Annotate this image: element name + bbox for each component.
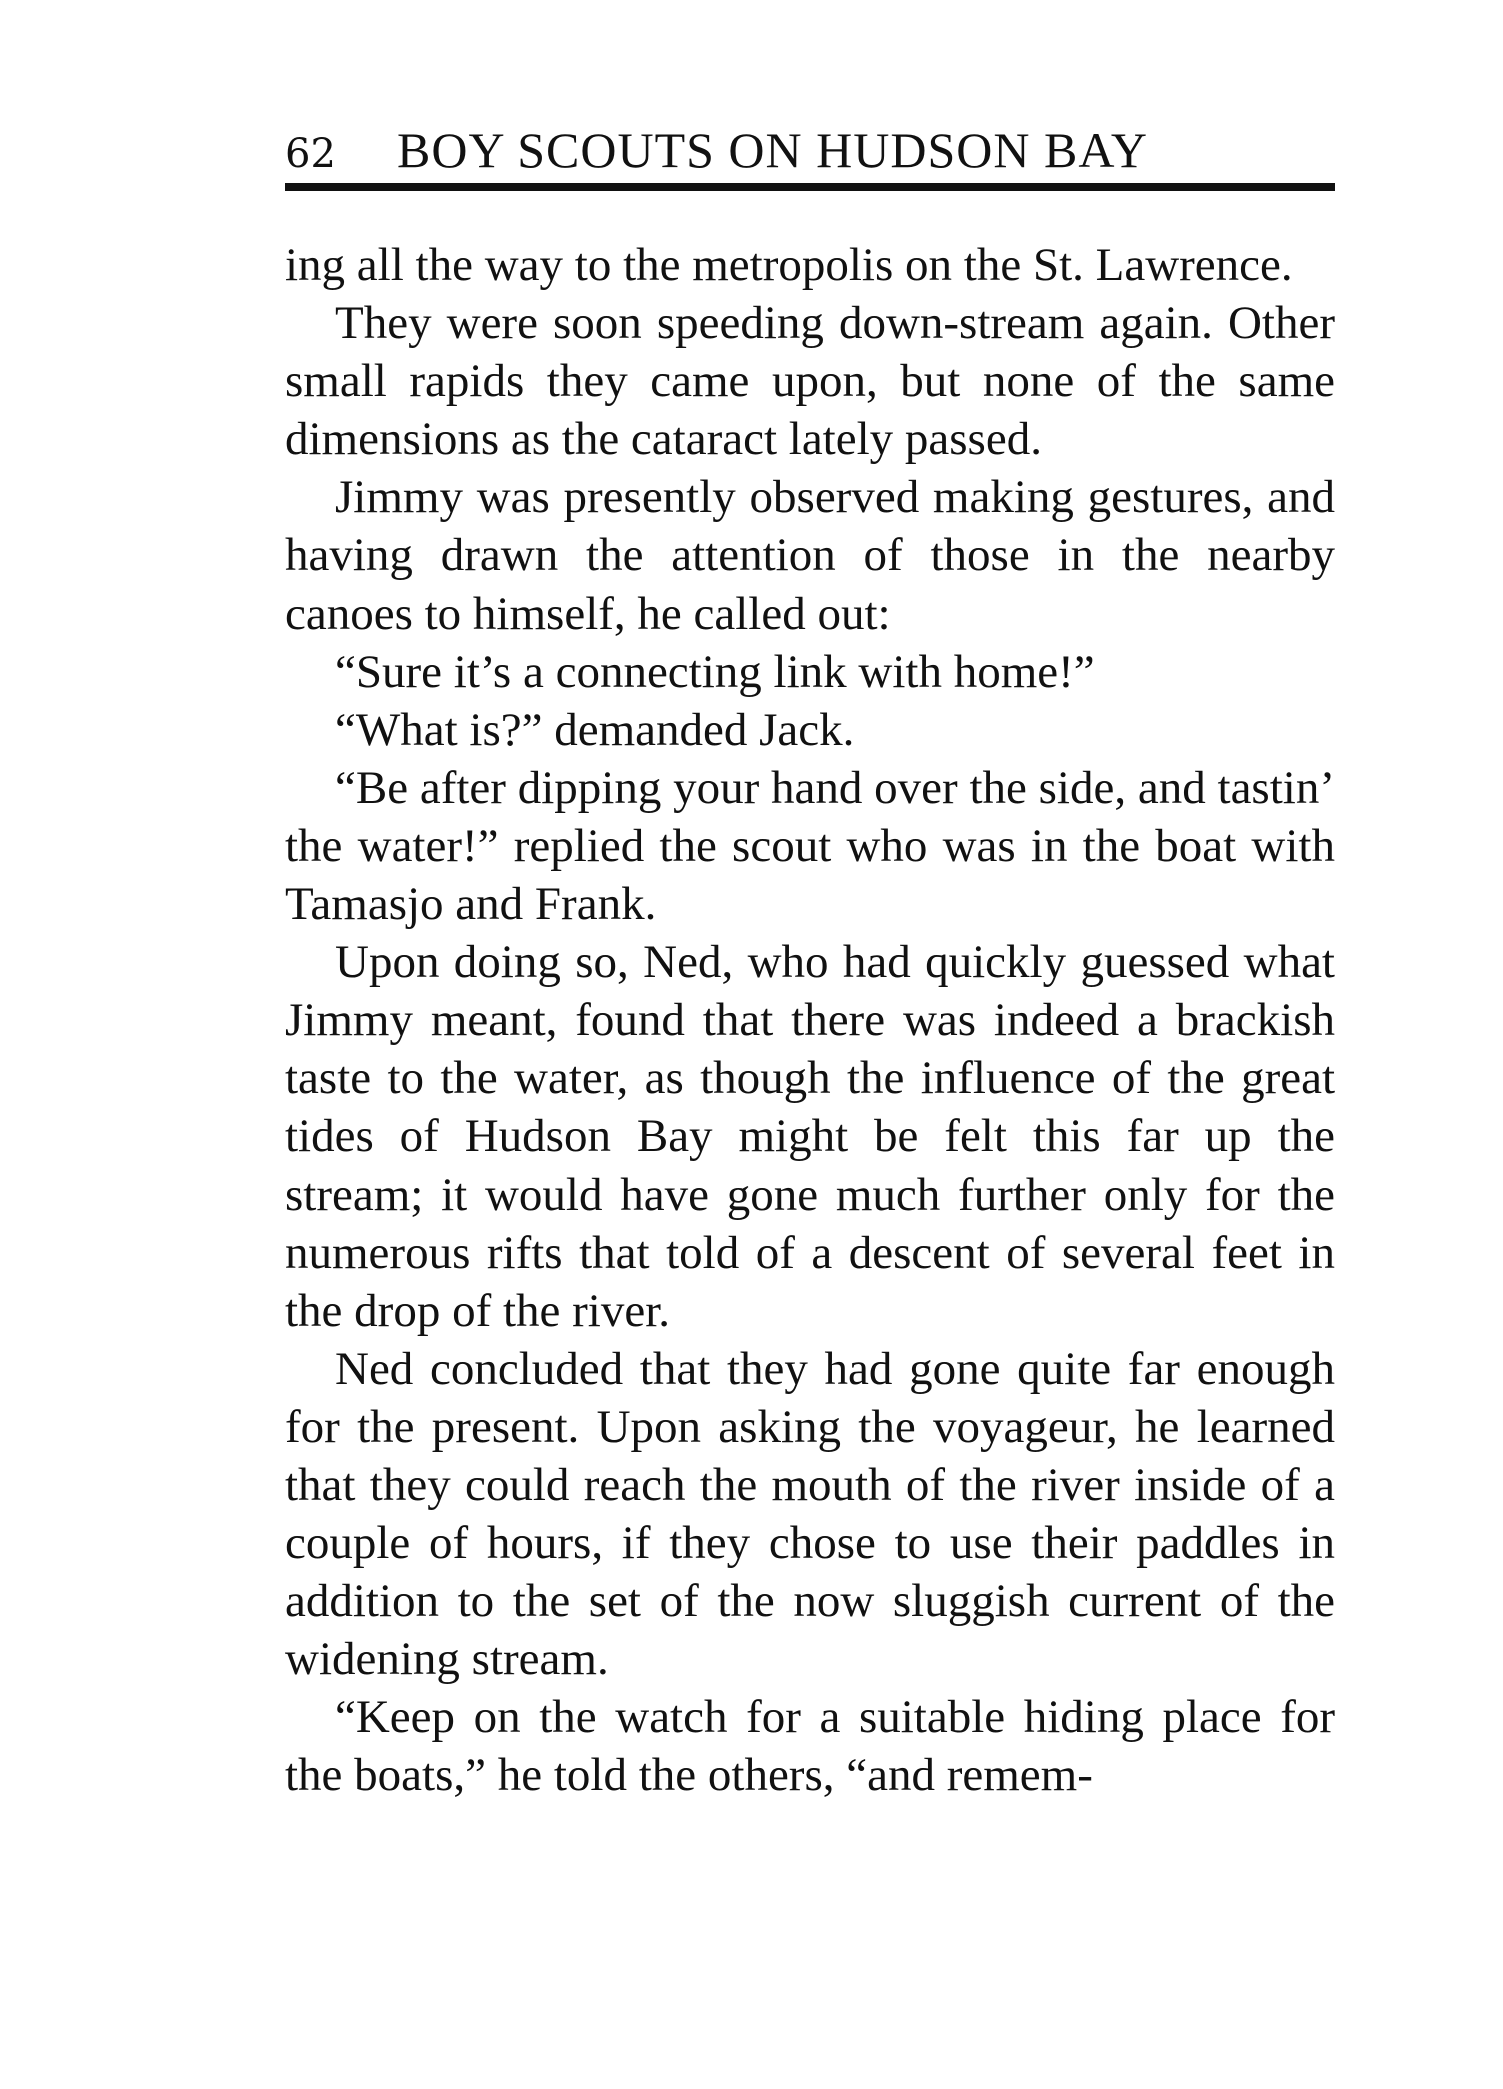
paragraph: “Be after dipping your hand over the side, and tastin’ the water!” replied the scout who was in the boat with Tamasjo and Frank. — [285, 761, 1335, 931]
paragraph: They were soon speeding down-stream again. Other small rapids they came upon, but none of the same dimensions as the cataract lately passed. — [285, 297, 1335, 466]
page-header — [285, 122, 1330, 178]
running-title: BOY SCOUTS ON HUDSON BAY — [397, 122, 1148, 178]
paragraph: “Keep on the watch for a suitable hiding place for the boats,” he told the others, “and remem- — [285, 1691, 1335, 1802]
paragraph: Jimmy was presently observed making gestures, and having drawn the attention of those in the nearby canoes to himself, he called out: — [285, 471, 1335, 640]
page-number: 62 — [285, 131, 336, 177]
paragraph: ing all the way to the metropolis on the St. Lawrence. — [285, 239, 1293, 291]
header-rule — [285, 183, 1335, 191]
body-text — [285, 236, 1335, 1805]
paragraph: “What is?” demanded Jack. — [335, 703, 855, 756]
paragraph: Ned concluded that they had gone quite far enough for the present. Upon asking the voyageur, he learned that they could reach the mouth of the river inside of a couple of hours, if they chose to use their paddles in addition to the set of the now sluggish current of the widening stream. — [285, 1342, 1335, 1686]
paragraph: “Sure it’s a connecting link with home!” — [335, 645, 1095, 698]
paragraph: Upon doing so, Ned, who had quickly guessed what Jimmy meant, found that there was indeed a brackish taste to the water, as though the influence of the great tides of Hudson Bay might be felt this far up the stream; it would have gone much further only for the numerous rifts that told of a descent of several feet in the drop of the river. — [285, 936, 1335, 1337]
